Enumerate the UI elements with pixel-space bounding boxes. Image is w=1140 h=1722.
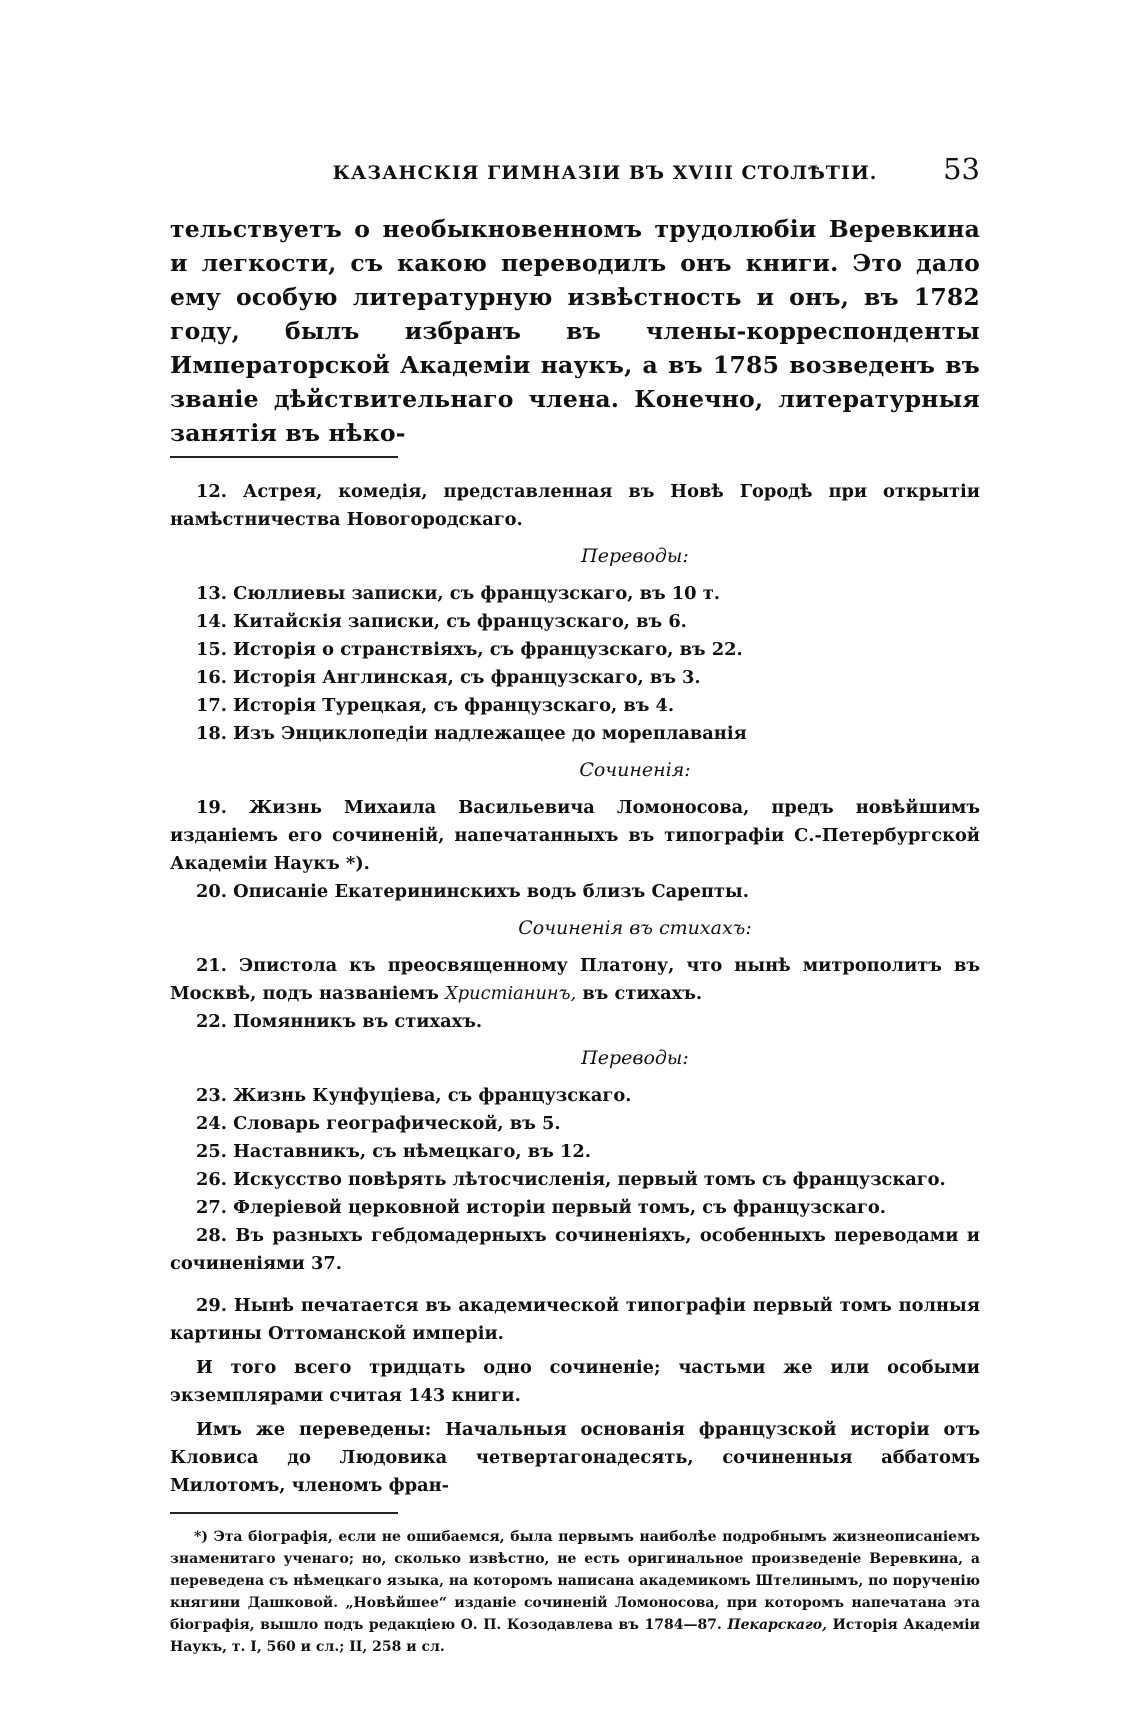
book-page bbox=[170, 150, 980, 1658]
section-heading-verse: Сочиненія въ стихахъ: bbox=[518, 917, 752, 939]
list-item: 12. Астрея, комедія, представленная въ Новѣ Городѣ при открытіи намѣстничества Новогородскаго. bbox=[170, 481, 980, 530]
list-item: 23. Жизнь Кунфуціева, съ французскаго. bbox=[196, 1085, 632, 1106]
list-item-text: въ стихахъ. bbox=[582, 983, 703, 1004]
list-item: 14. Китайскія записки, съ французскаго, въ 6. bbox=[196, 611, 687, 632]
list-item: 28. Въ разныхъ гебдомадерныхъ сочиненіяхъ, особенныхъ переводами и сочиненіями 37. bbox=[170, 1225, 980, 1274]
list-item: 26. Искусство повѣрять лѣтосчисленія, первый томъ съ французскаго. bbox=[196, 1169, 946, 1190]
footnote-author: Пекарскаго, bbox=[727, 1617, 827, 1633]
separator-rule bbox=[170, 456, 398, 458]
list-item-text: 21. Эпистола къ преосвященному Платону, что нынѣ митрополитъ въ Москвѣ, подъ названіемъ bbox=[170, 955, 980, 1004]
running-header bbox=[170, 150, 980, 190]
list-item: 20. Описаніе Екатерининскихъ водъ близъ Сарепты. bbox=[196, 881, 749, 902]
list-item: 19. Жизнь Михаила Васильевича Ломоносова, предъ новѣйшимъ изданіемъ его сочиненій, напечатанныхъ въ типографіи С.-Петербургской Академіи Наукъ *). bbox=[170, 797, 980, 874]
page-number: 53 bbox=[943, 152, 980, 186]
footnote-rule bbox=[170, 1512, 398, 1514]
summary-line: И того всего тридцать одно сочиненіе; частьми же или особыми экземплярами считая 143 книги. bbox=[170, 1357, 980, 1406]
works-list bbox=[170, 478, 980, 1500]
list-item-emphasis: Христіанинъ, bbox=[445, 983, 577, 1004]
list-item: 25. Наставникъ, съ нѣмецкаго, въ 12. bbox=[196, 1141, 591, 1162]
list-item: 16. Исторія Англинская, съ французскаго, въ 3. bbox=[196, 667, 701, 688]
list-item: 24. Словарь географической, въ 5. bbox=[196, 1113, 561, 1134]
list-item: 15. Исторія о странствіяхъ, съ французскаго, въ 22. bbox=[196, 639, 743, 660]
list-item: 18. Изъ Энциклопедіи надлежащее до мореплаванія bbox=[196, 723, 747, 744]
footnote-reference: Исторія Академіи Наукъ, т. I, 560 и сл.; II, 258 и сл. bbox=[170, 1617, 981, 1655]
list-item: 27. Флеріевой церковной исторіи первый томъ, съ французскаго. bbox=[196, 1197, 886, 1218]
running-title: КАЗАНСКІЯ ГИМНАЗІИ ВЪ XVIII СТОЛѢТІИ. bbox=[332, 162, 878, 184]
footnote bbox=[170, 1526, 980, 1658]
list-item: 13. Сюллиевы записки, съ французскаго, въ 10 т. bbox=[196, 583, 720, 604]
main-paragraph: тельствуетъ о необыкновенномъ трудолюбіи Веревкина и легкости, съ какою переводилъ онъ книги. Это дало ему особую литературную извѣстность и онъ, въ 1782 году, былъ избранъ въ члены-корреспонденты Императорской Академіи наукъ, а въ 1785 возведенъ въ званіе дѣйствительнаго члена. Конечно, литературныя занятія въ нѣко- bbox=[170, 215, 980, 447]
section-heading-works: Сочиненія: bbox=[579, 759, 691, 781]
list-item: 22. Помянникъ въ стихахъ. bbox=[196, 1011, 483, 1032]
also-translated-line: Имъ же переведены: Начальныя основанія французской исторіи отъ Кловиса до Людовика четвертагонадесять, сочиненныя аббатомъ Милотомъ, членомъ фран- bbox=[170, 1419, 980, 1496]
footnote-text bbox=[170, 1526, 980, 1658]
list-item bbox=[170, 952, 980, 1008]
section-heading-translations-2: Переводы: bbox=[581, 1047, 689, 1069]
list-item: 17. Исторія Турецкая, съ французскаго, въ 4. bbox=[196, 695, 675, 716]
footnote-text-main: *) Эта біографія, если не ошибаемся, была первымъ наиболѣе подробнымъ жизнеописаніемъ знаменитаго ученаго; но, сколько извѣстно, не есть оригинальное произведеніе Веревкина, а переведена съ нѣмецкаго языка, на которомъ написана академикомъ Штелинымъ, по порученію княгини Дашковой. „Новѣйшее“ изданіе сочиненій Ломоносова, при которомъ напечатана эта біографія, вышло подъ редакціею О. П. Козодавлева въ 1784—87. bbox=[170, 1529, 980, 1633]
section-heading-translations: Переводы: bbox=[581, 545, 689, 567]
list-item: 29. Нынѣ печатается въ академической типографіи первый томъ полныя картины Оттоманской имперіи. bbox=[170, 1295, 980, 1344]
